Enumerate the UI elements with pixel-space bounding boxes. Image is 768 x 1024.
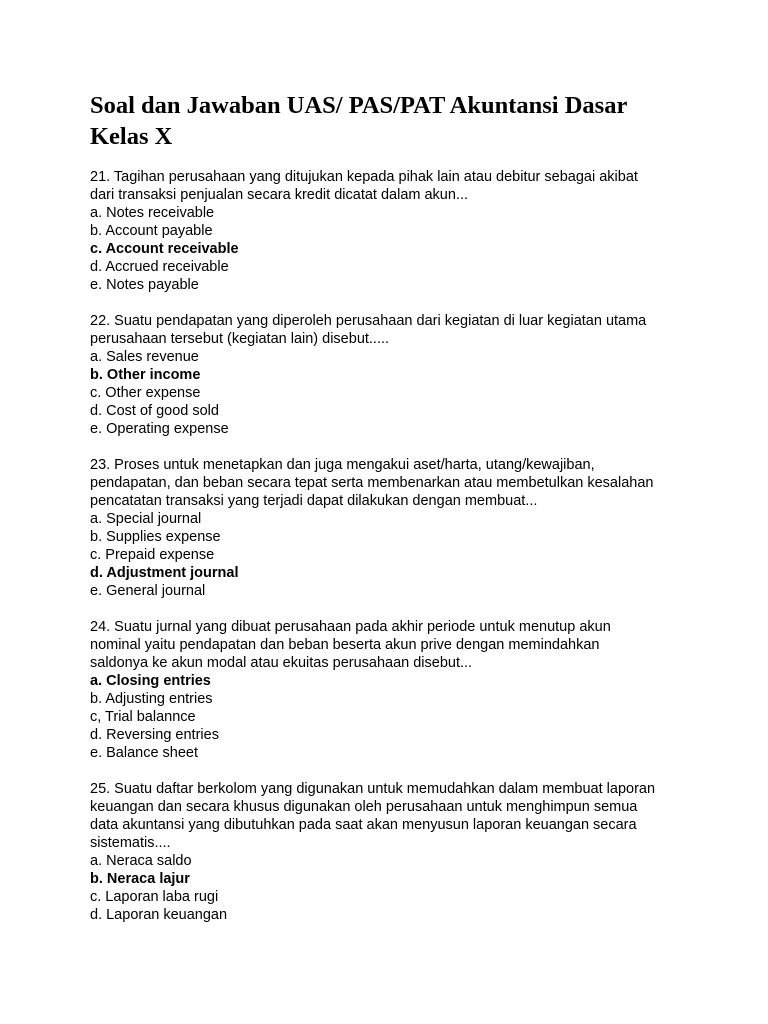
question-23 <box>90 456 690 600</box>
option: d. Accrued receivable <box>90 259 229 275</box>
option-list <box>90 510 690 600</box>
option: c. Prepaid expense <box>90 547 215 563</box>
correct-answer-option: b. Other income <box>90 367 201 383</box>
option-list <box>90 852 690 924</box>
option: a. Notes receivable <box>90 205 215 221</box>
document-page <box>90 90 690 942</box>
option: c. Other expense <box>90 385 201 401</box>
option: c. Laporan laba rugi <box>90 889 219 905</box>
option-list <box>90 204 690 294</box>
correct-answer-option: a. Closing entries <box>90 673 211 689</box>
question-text: 23. Proses untuk menetapkan dan juga mengakui aset/harta, utang/kewajiban, pendapatan, dan beban secara tepat serta membenarkan atau membetulkan kesalahan pencatatan transaksi yang terjadi dapat dilakukan dengan membuat... <box>90 457 654 509</box>
correct-answer-option: b. Neraca lajur <box>90 871 190 887</box>
option-list <box>90 348 690 438</box>
question-text: 22. Suatu pendapatan yang diperoleh perusahaan dari kegiatan di luar kegiatan utama perusahaan tersebut (kegiatan lain) disebut..... <box>90 313 647 347</box>
question-21 <box>90 168 690 294</box>
option: c, Trial balannce <box>90 709 196 725</box>
option: d. Laporan keuangan <box>90 907 228 923</box>
option: a. Neraca saldo <box>90 853 192 869</box>
question-list <box>90 168 690 924</box>
option: b. Supplies expense <box>90 529 221 545</box>
option: b. Account payable <box>90 223 213 239</box>
option: a. Special journal <box>90 511 202 527</box>
question-24 <box>90 618 690 762</box>
question-text: 24. Suatu jurnal yang dibuat perusahaan pada akhir periode untuk menutup akun nominal yaitu pendapatan dan beban beserta akun prive dengan memindahkan saldonya ke akun modal atau ekuitas perusahaan disebut... <box>90 619 611 671</box>
correct-answer-option: d. Adjustment journal <box>90 565 239 581</box>
option: d. Cost of good sold <box>90 403 219 419</box>
option: e. Operating expense <box>90 421 229 437</box>
option: e. Notes payable <box>90 277 199 293</box>
option: e. Balance sheet <box>90 745 199 761</box>
correct-answer-option: c. Account receivable <box>90 241 239 257</box>
option: b. Adjusting entries <box>90 691 213 707</box>
option: e. General journal <box>90 583 206 599</box>
option: a. Sales revenue <box>90 349 199 365</box>
option: d. Reversing entries <box>90 727 219 743</box>
question-22 <box>90 312 690 438</box>
question-25 <box>90 780 690 924</box>
option-list <box>90 672 690 762</box>
document-title: Soal dan Jawaban UAS/ PAS/PAT Akuntansi Dasar Kelas X <box>90 92 628 150</box>
question-text: 21. Tagihan perusahaan yang ditujukan kepada pihak lain atau debitur sebagai akibat dari transaksi penjualan secara kredit dicatat dalam akun... <box>90 169 638 203</box>
question-text: 25. Suatu daftar berkolom yang digunakan untuk memudahkan dalam membuat laporan keuangan dan secara khusus digunakan oleh perusahaan untuk menghimpun semua data akuntansi yang dibutuhkan pada saat akan menyusun laporan keuangan secara sistematis.... <box>90 781 656 851</box>
